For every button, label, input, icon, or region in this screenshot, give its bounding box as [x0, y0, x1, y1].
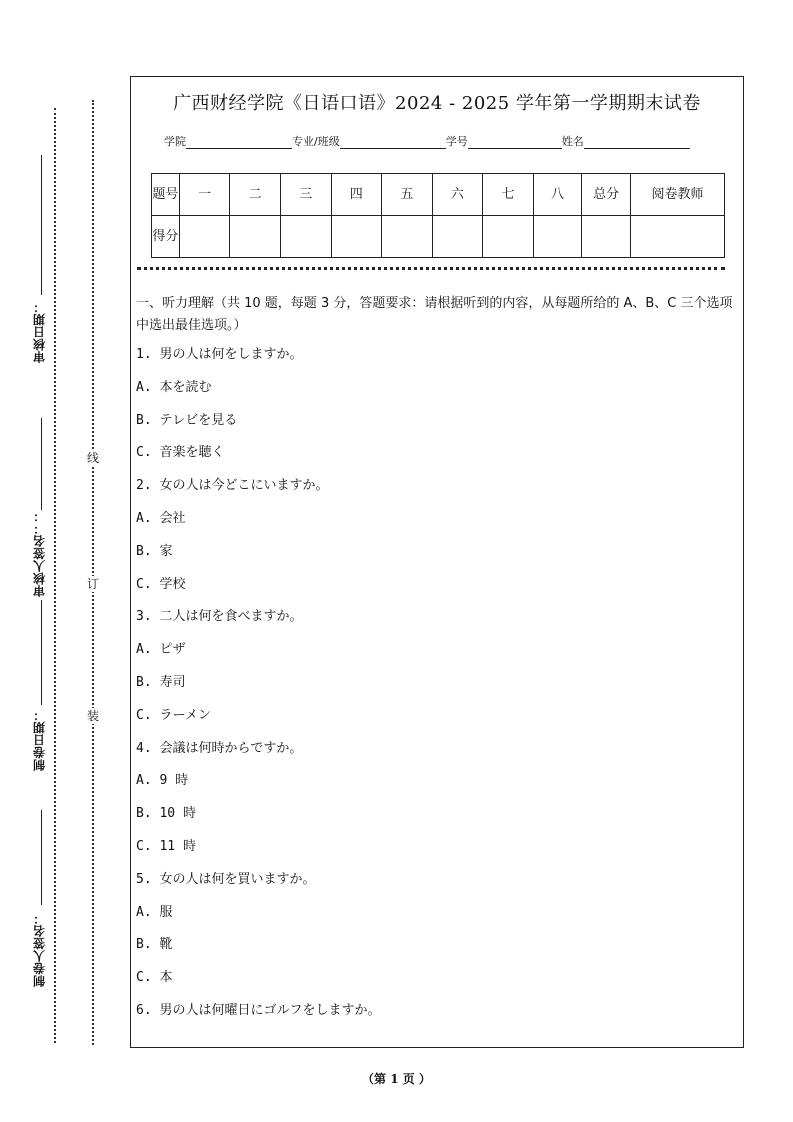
- col-total: 总分: [582, 174, 631, 216]
- major-class-label: 专业/班级: [292, 135, 340, 148]
- score-cell-4[interactable]: [331, 216, 382, 258]
- score-cell-8[interactable]: [533, 216, 582, 258]
- score-cell-5[interactable]: [382, 216, 433, 258]
- col-3: 三: [280, 174, 331, 216]
- college-label: 学院: [164, 135, 186, 148]
- answer-option: C. 11 時: [136, 838, 196, 854]
- question-stem: 1. 男の人は何をしますか。: [136, 347, 303, 362]
- binding-dotted-line-inner: [92, 100, 94, 1045]
- answer-option: B. 家: [136, 543, 173, 559]
- score-cell-1[interactable]: [179, 216, 230, 258]
- question-list: [136, 345, 736, 1034]
- section-1-instructions: 一、听力理解（共 10 题，每题 3 分，答题要求：请根据听到的内容，从每题所给的 A、B、C 三个选项中选出最佳选项。）: [136, 296, 733, 333]
- binding-dotted-line: [54, 108, 56, 1043]
- reviewer-signature-line: [41, 418, 42, 510]
- question-stem: 4. 会議は何時からですか。: [136, 740, 303, 756]
- paper-maker-signature-line: [41, 810, 42, 905]
- col-2: 二: [230, 174, 281, 216]
- paper-maker-signature-label: 制卷人签名：: [32, 912, 47, 988]
- col-grader: 阅卷教师: [630, 174, 724, 216]
- answer-option: A. 本を読む: [136, 379, 212, 395]
- col-1: 一: [179, 174, 230, 216]
- score-table-header-row: [152, 174, 725, 216]
- question-stem: 6. 男の人は何曜日にゴルフをしますか。: [136, 1002, 381, 1018]
- answer-option: C. 学校: [136, 576, 186, 592]
- review-date-label: 审核日期：: [32, 300, 47, 364]
- name-label: 姓名: [561, 135, 584, 148]
- answer-option: B. テレビを見る: [136, 412, 238, 428]
- binding-mark-line: 线: [86, 451, 99, 465]
- score-cell-grader[interactable]: [630, 216, 724, 258]
- question-stem: 3. 二人は何を食べますか。: [136, 609, 303, 625]
- answer-option: B. 10 時: [136, 806, 196, 822]
- answer-option: A. 9 時: [136, 773, 189, 789]
- section-separator: [137, 267, 725, 270]
- question-number-header: 题号: [152, 174, 180, 216]
- score-table-score-row: [152, 216, 725, 258]
- col-7: 七: [483, 174, 534, 216]
- answer-option: B. 寿司: [136, 674, 186, 690]
- name-field[interactable]: [584, 136, 690, 149]
- score-cell-7[interactable]: [483, 216, 534, 258]
- exam-title: 广西财经学院《日语口语》2024 - 2025 学年第一学期期末试卷: [173, 93, 701, 114]
- score-table: [151, 173, 725, 258]
- binding-mark-staple: 订: [86, 577, 99, 591]
- col-4: 四: [331, 174, 382, 216]
- paper-date-line: [41, 600, 42, 705]
- answer-option: A. 服: [136, 904, 173, 920]
- col-8: 八: [533, 174, 582, 216]
- exam-frame: [130, 76, 744, 1048]
- student-info-row: [164, 133, 690, 149]
- student-id-field[interactable]: [468, 136, 562, 149]
- student-id-label: 学号: [445, 135, 468, 148]
- col-6: 六: [432, 174, 483, 216]
- question-stem: 2. 女の人は今どこにいますか。: [136, 478, 329, 494]
- score-cell-total[interactable]: [582, 216, 631, 258]
- reviewer-signature-label: 审核人签名：：: [32, 509, 47, 597]
- binding-mark-bind: 装: [86, 709, 99, 723]
- score-cell-3[interactable]: [280, 216, 331, 258]
- answer-option: C. 本: [136, 970, 173, 986]
- score-header: 得分: [152, 216, 180, 258]
- answer-option: B. 靴: [136, 937, 173, 953]
- question-stem: 5. 女の人は何を買いますか。: [136, 871, 316, 887]
- college-field[interactable]: [186, 136, 292, 149]
- paper-date-label: 制卷日期：: [32, 708, 47, 772]
- score-cell-6[interactable]: [432, 216, 483, 258]
- score-cell-2[interactable]: [230, 216, 281, 258]
- col-5: 五: [382, 174, 433, 216]
- answer-option: A. 会社: [136, 510, 186, 526]
- answer-option: C. 音楽を聴く: [136, 445, 225, 461]
- major-class-field[interactable]: [340, 136, 446, 149]
- page-number: （第 1 页 ）: [362, 1072, 431, 1086]
- answer-option: C. ラーメン: [136, 707, 211, 723]
- review-date-line: [41, 155, 42, 295]
- answer-option: A. ピザ: [136, 642, 186, 658]
